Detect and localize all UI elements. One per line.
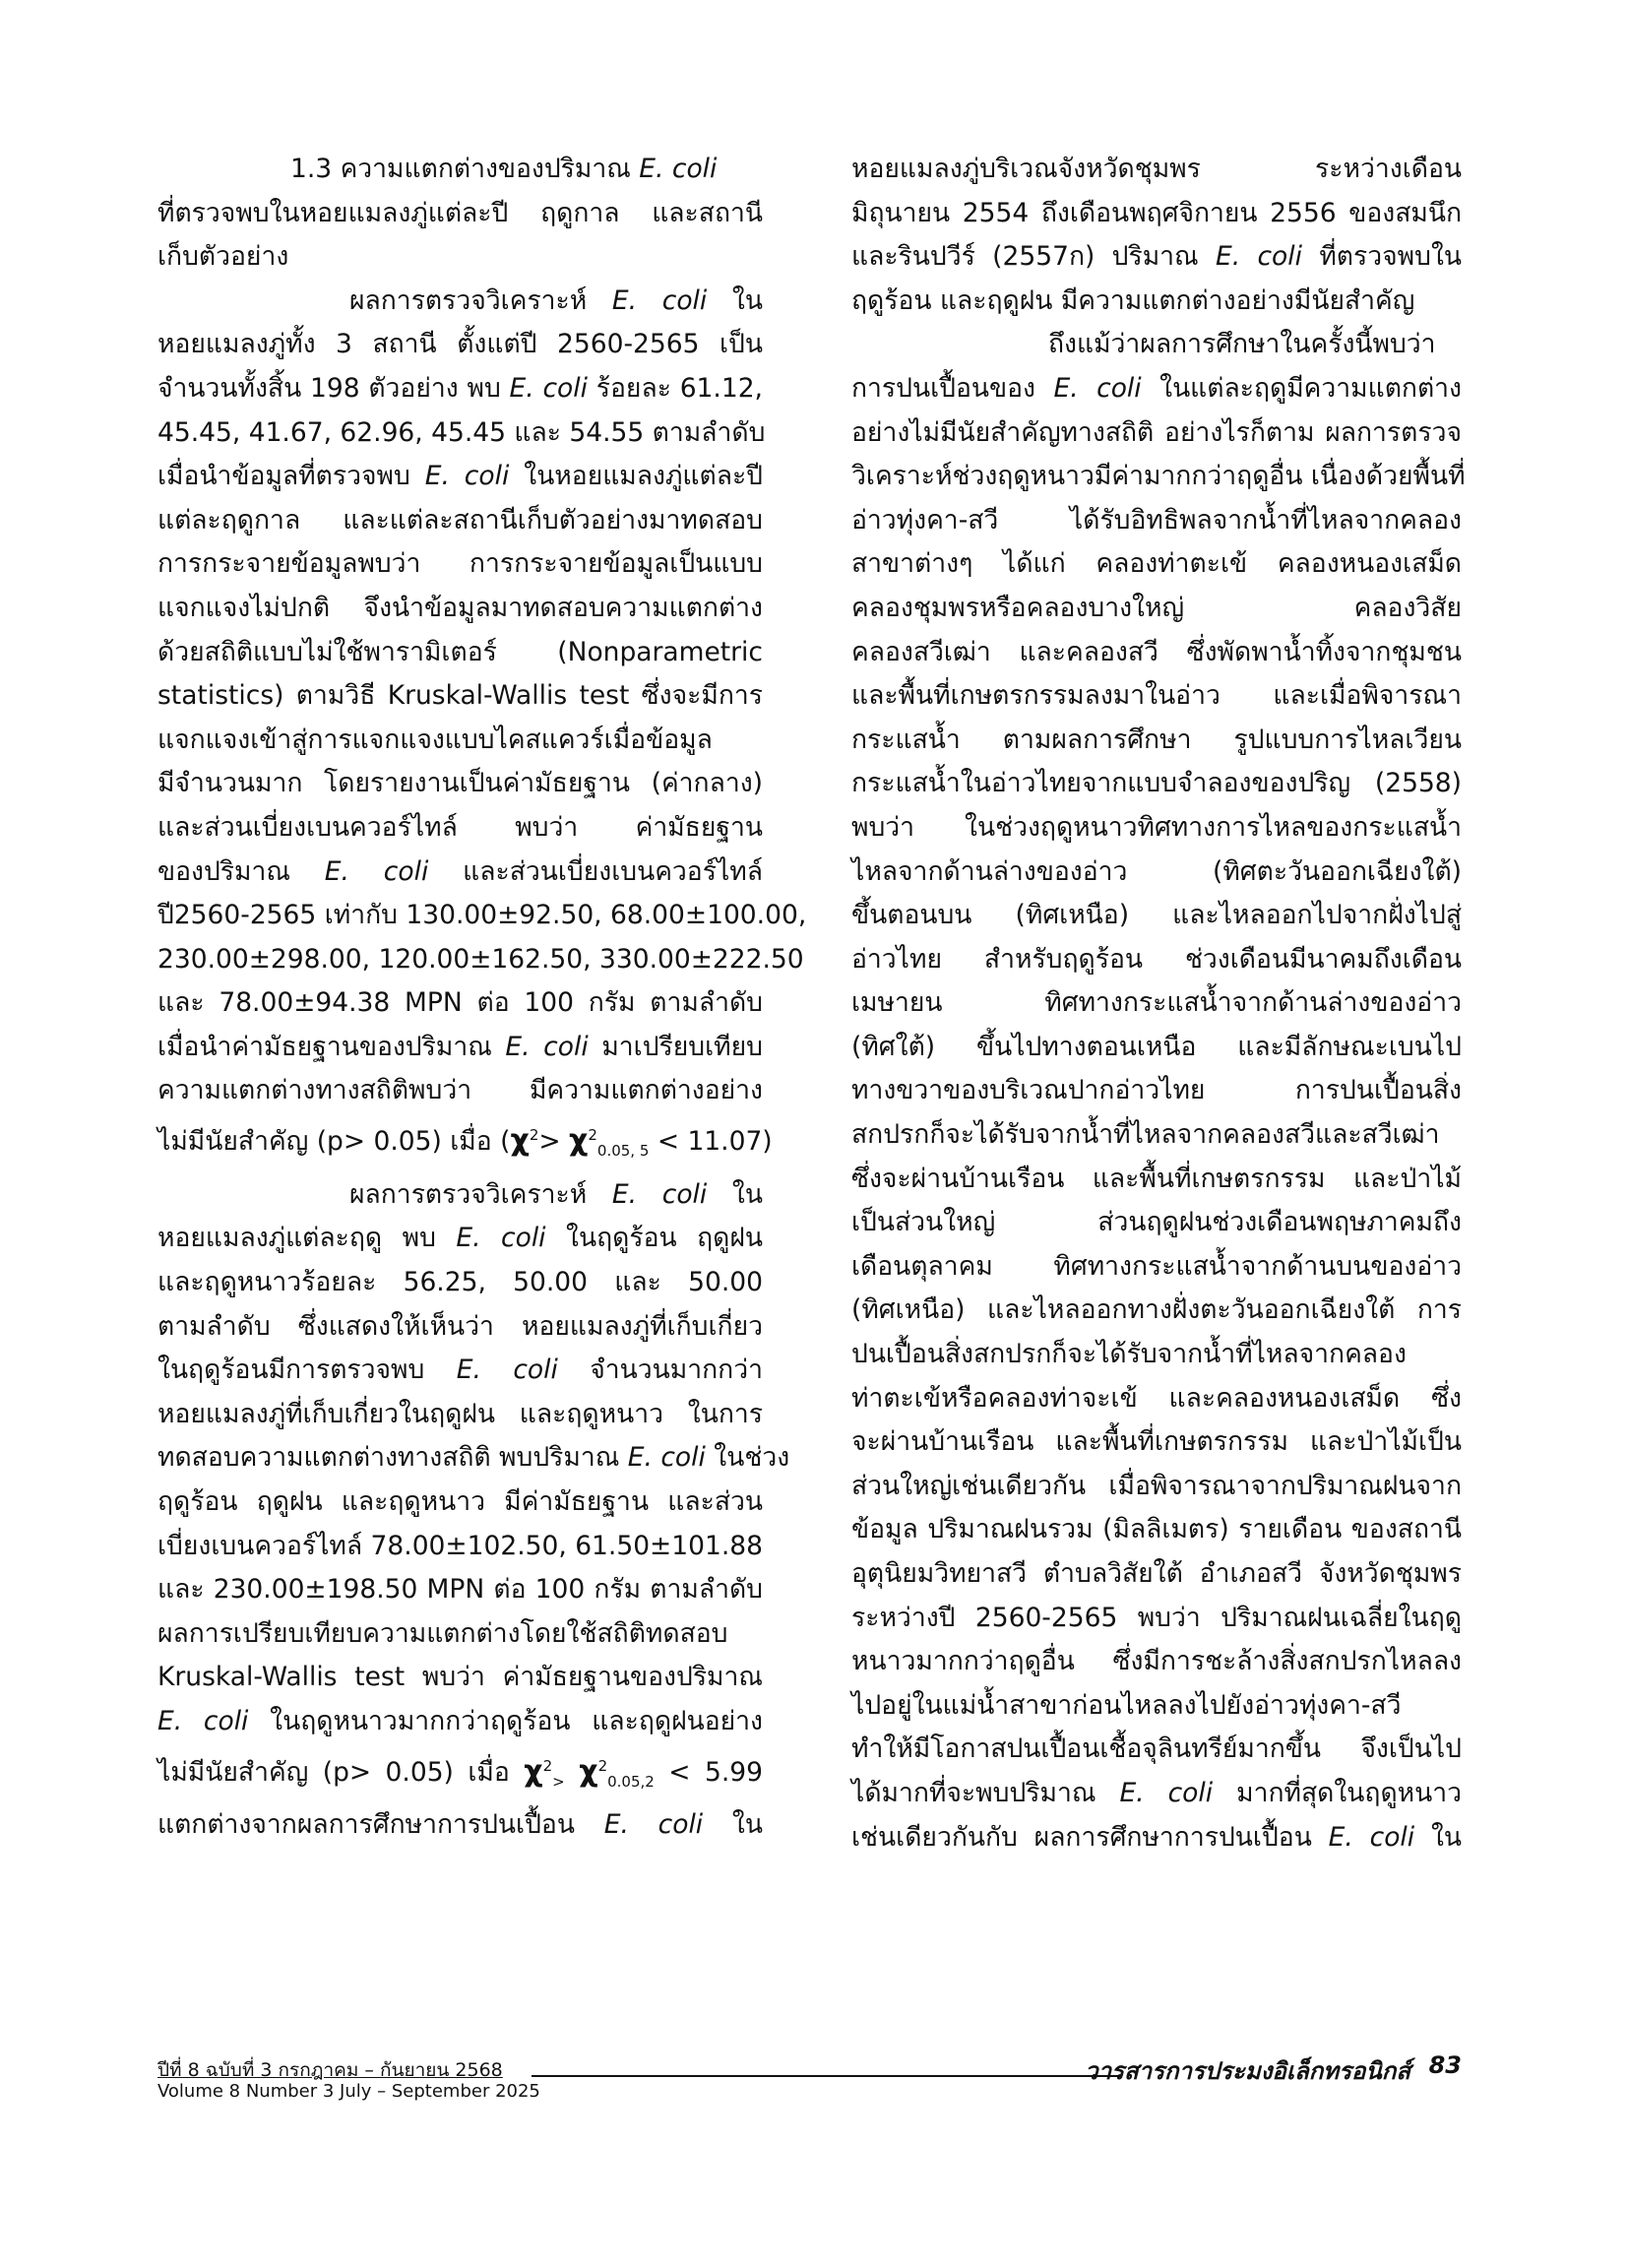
italic-term: E. coli	[509, 372, 588, 404]
text-line: คลองชุมพรหรือคลองบางใหญ่ คลองวิสัย	[851, 592, 1462, 623]
text-line: หอยแมลงภู่แต่ละฤดู พบ E. coli ในฤดูร้อน ฤดูฝน	[157, 1223, 763, 1254]
italic-term: E. coli	[1215, 241, 1302, 273]
italic-term: E. coli	[611, 284, 708, 316]
text-line: เมื่อนำข้อมูลที่ตรวจพบ E. coli ในหอยแมลงภู่แต่ละปี	[157, 461, 763, 492]
issue-english: Volume 8 Number 3 July – September 2025	[157, 2081, 540, 2102]
text-line: จะผ่านบ้านเรือน และพื้นที่เกษตรกรรม และป่าไม้เป็น	[851, 1426, 1462, 1458]
text-line: ไม่มีนัยสำคัญ (p> 0.05) เมื่อ $\chi^2_>$ $\chi^2_{0.05,2} < 5.99$	[157, 1753, 763, 1791]
text-line: แตกต่างจากผลการศึกษาการปนเปื้อน E. coli ใน	[157, 1809, 763, 1841]
text-line: ในฤดูร้อนมีการตรวจพบ E. coli จำนวนมากกว่า	[157, 1354, 763, 1386]
issue-thai: ปีที่ 8 ฉบับที่ 3 กรกฎาคม – กันยายน 2568	[157, 2059, 503, 2081]
text-line: ผลการตรวจวิเคราะห์ E. coli ใน	[349, 284, 763, 316]
text-line: หอยแมลงภู่ทั้ง 3 สถานี ตั้งแต่ปี 2560-2565 เป็น	[157, 329, 763, 360]
page-number: 83	[1428, 2051, 1462, 2079]
text-line: หอยแมลงภู่ที่เก็บเกี่ยวในฤดูฝน และฤดูหนาว ในการ	[157, 1398, 763, 1429]
text-line: เดือนตุลาคม ทิศทางกระแสน้ำจากด้านบนของอ่าว	[851, 1250, 1462, 1282]
text-line: ทางขวาของบริเวณปากอ่าวไทย การปนเปื้อนสิ่ง	[851, 1075, 1462, 1106]
text-line: ได้มากที่จะพบปริมาณ E. coli มากที่สุดในฤดูหนาว	[851, 1777, 1462, 1808]
text-line: และรินปวีร์ (2557ก) ปริมาณ E. coli ที่ตรวจพบใน	[851, 241, 1462, 273]
text-line: และ 230.00±198.50 MPN ต่อ 100 กรัม ตามลำดับ	[157, 1574, 763, 1606]
text-line: และพื้นที่เกษตรกรรมลงมาในอ่าว และเมื่อพิจารณา	[851, 680, 1462, 712]
math-script: 2	[597, 1756, 608, 1775]
text-line: ความแตกต่างทางสถิติพบว่า มีความแตกต่างอย่าง	[157, 1075, 763, 1106]
math-script: >	[552, 1772, 565, 1791]
italic-term: E. coli	[157, 1705, 249, 1736]
text-line: เป็นส่วนใหญ่ ส่วนฤดูฝนช่วงเดือนพฤษภาคมถึง	[851, 1207, 1462, 1238]
chi-symbol: χ	[524, 1753, 543, 1789]
italic-term: E. coli	[324, 855, 429, 887]
text-line: ทำให้มีโอกาสปนเปื้อนเชื้อจุลินทรีย์มากขึ้น จึงเป็นไป	[851, 1733, 1462, 1765]
text-line: 45.45, 41.67, 62.96, 45.45 และ 54.55 ตามลำดับ	[157, 416, 766, 448]
text-line: ฤดูร้อน ฤดูฝน และฤดูหนาว มีค่ามัธยฐาน และส่วน	[157, 1485, 763, 1517]
italic-term: E. coli	[639, 154, 718, 184]
text-line: (ทิศใต้) ขึ้นไปทางตอนเหนือ และมีลักษณะเบนไป	[851, 1031, 1462, 1062]
text-line: อย่างไม่มีนัยสำคัญทางสถิติ อย่างไรก็ตาม ผลการตรวจ	[851, 416, 1462, 448]
text-line: สาขาต่างๆ ได้แก่ คลองท่าตะเข้ คลองหนองเสม็ด	[851, 548, 1462, 580]
text-line: 230.00±298.00, 120.00±162.50, 330.00±222.50	[157, 943, 804, 975]
text-line: และ 78.00±94.38 MPN ต่อ 100 กรัม ตามลำดับ	[157, 987, 763, 1019]
text-line: สกปรกก็จะได้รับจากน้ำที่ไหลจากคลองสวีและสวีเฒ่า	[851, 1119, 1440, 1151]
text-line: ไหลจากด้านล่างของอ่าว (ทิศตะวันออกเฉียงใต้)	[851, 855, 1462, 887]
text-line: การกระจายข้อมูลพบว่า การกระจายข้อมูลเป็นแบบ	[157, 548, 763, 580]
text-line: และฤดูหนาวร้อยละ 56.25, 50.00 และ 50.00	[157, 1266, 763, 1297]
right-column	[851, 148, 1466, 1859]
text-line: ซึ่งจะผ่านบ้านเรือน และพื้นที่เกษตรกรรม และป่าไม้	[851, 1163, 1462, 1194]
text-line: พบว่า ในช่วงฤดูหนาวทิศทางการไหลของกระแสน้ำ	[851, 811, 1462, 843]
text-line: แจกแจงเข้าสู่การแจกแจงแบบไคสแควร์เมื่อข้อมูล	[157, 724, 713, 755]
text-line: ด้วยสถิติแบบไม่ใช้พารามิเตอร์ (Nonparametric	[157, 636, 763, 667]
text-line: เช่นเดียวกันกับ ผลการศึกษาการปนเปื้อน E. coli ใน	[851, 1821, 1463, 1853]
italic-term: E. coli	[627, 1442, 706, 1474]
italic-term: E. coli	[456, 1354, 558, 1386]
text-line: เก็บตัวอย่าง	[157, 241, 289, 273]
text-line: หนาวมากกว่าฤดูอื่น ซึ่งมีการชะล้างสิ่งสกปรกไหลลง	[851, 1646, 1462, 1677]
text-line: Kruskal-Wallis test พบว่า ค่ามัธยฐานของปริมาณ	[157, 1662, 763, 1693]
text-line: ถึงแม้ว่าผลการศึกษาในครั้งนี้พบว่า	[1048, 329, 1436, 360]
chi-symbol: χ	[579, 1753, 598, 1789]
text-line: อ่าวไทย สำหรับฤดูร้อน ช่วงเดือนมีนาคมถึงเดือน	[851, 943, 1462, 975]
italic-term: E. coli	[456, 1223, 546, 1254]
text-line: ของปริมาณ E. coli และส่วนเบี่ยงเบนควอร์ไทล์	[157, 855, 763, 887]
text-line: ขึ้นตอนบน (ทิศเหนือ) และไหลออกไปจากฝั่งไปสู่	[851, 900, 1462, 931]
text-line: ฤดูร้อน และฤดูฝน มีความแตกต่างอย่างมีนัยสำคัญ	[851, 284, 1415, 316]
page-footer	[157, 2051, 1462, 2114]
text-line: มิถุนายน 2554 ถึงเดือนพฤศจิกายน 2556 ของสมนึก	[851, 197, 1462, 228]
text-line: ผลการเปรียบเทียบความแตกต่างโดยใช้สถิติทดสอบ	[157, 1617, 728, 1649]
text-line: E. coli ในฤดูหนาวมากกว่าฤดูร้อน และฤดูฝนอย่าง	[157, 1705, 763, 1736]
text-line: กระแสน้ำในอ่าวไทยจากแบบจำลองของปริญ (2558)	[851, 768, 1462, 799]
footer-rule	[532, 2075, 1122, 2077]
text-line: ไม่มีนัยสำคัญ (p> 0.05) เมื่อ $(\chi^2> \chi^2_{0.05, 5} < 11.07)$	[157, 1122, 773, 1161]
text-line: เมษายน ทิศทางกระแสน้ำจากด้านล่างของอ่าว	[851, 987, 1462, 1019]
text-line: ตามลำดับ ซึ่งแสดงให้เห็นว่า หอยแมลงภู่ที่เก็บเกี่ยว	[157, 1310, 763, 1342]
text-line: statistics) ตามวิธี Kruskal-Wallis test ซึ่งจะมีการ	[157, 680, 763, 712]
text-line: ส่วนใหญ่เช่นเดียวกัน เมื่อพิจารณาจากปริมาณฝนจาก	[851, 1470, 1462, 1501]
chi-symbol: χ	[569, 1122, 589, 1158]
math-script: 2	[588, 1126, 597, 1145]
math-script: 2	[529, 1126, 539, 1145]
left-column	[157, 148, 807, 1848]
text-line: ผลการตรวจวิเคราะห์ E. coli ใน	[349, 1178, 763, 1210]
journal-name: วารสารการประมงอิเล็กทรอนิกส์	[1085, 2057, 1410, 2085]
math-script: 0.05,2	[607, 1772, 655, 1791]
text-line: อ่าวทุ่งคา-สวี ได้รับอิทธิพลจากน้ำที่ไหลจากคลอง	[851, 504, 1462, 536]
italic-term: E. coli	[1119, 1777, 1214, 1808]
text-line: แต่ละฤดูกาล และแต่ละสถานีเก็บตัวอย่างมาทดสอบ	[157, 504, 763, 536]
text-line: อุตุนิยมวิทยาสวี ตำบลวิสัยใต้ อำเภอสวี จังหวัดชุมพร	[851, 1558, 1462, 1589]
italic-term: E. coli	[611, 1178, 708, 1210]
text-line: วิเคราะห์ช่วงฤดูหนาวมีค่ามากกว่าฤดูอื่น เนื่องด้วยพื้นที่	[851, 461, 1466, 492]
italic-term: E. coli	[603, 1809, 704, 1841]
text-line: เบี่ยงเบนควอร์ไทล์ 78.00±102.50, 61.50±101.88	[157, 1530, 763, 1561]
text-line: คลองสวีเฒ่า และคลองสวี ซึ่งพัดพาน้ำทิ้งจากชุมชน	[851, 636, 1462, 667]
math-script: 2	[542, 1756, 553, 1775]
italic-term: E. coli	[1328, 1821, 1415, 1853]
text-line: (ทิศเหนือ) และไหลออกทางฝั่งตะวันออกเฉียงใต้ การ	[851, 1294, 1462, 1326]
chi-symbol: χ	[510, 1122, 530, 1158]
italic-term: E. coli	[505, 1031, 589, 1062]
text-line: ไปอยู่ในแม่น้ำสาขาก่อนไหลลงไปยังอ่าวทุ่งคา-สวี	[851, 1689, 1402, 1721]
text-line: ปนเปื้อนสิ่งสกปรกก็จะได้รับจากน้ำที่ไหลจากคลอง	[851, 1339, 1407, 1370]
text-line: แจกแจงไม่ปกติ จึงนำข้อมูลมาทดสอบความแตกต่าง	[157, 592, 763, 623]
text-line: ทดสอบความแตกต่างทางสถิติ พบปริมาณ E. coli ในช่วง	[157, 1442, 790, 1474]
text-line: ท่าตะเข้หรือคลองท่าจะเข้ และคลองหนองเสม็ด ซึ่ง	[851, 1382, 1462, 1414]
text-line: ปี2560-2565 เท่ากับ 130.00±92.50, 68.00±100.00,	[157, 900, 807, 931]
text-line: เมื่อนำค่ามัธยฐานของปริมาณ E. coli มาเปรียบเทียบ	[157, 1031, 763, 1062]
text-line: ระหว่างปี 2560-2565 พบว่า ปริมาณฝนเฉลี่ยในฤดู	[851, 1602, 1462, 1633]
text-line: 1.3 ความแตกต่างของปริมาณ E. coli	[290, 154, 718, 184]
text-line: มีจำนวนมาก โดยรายงานเป็นค่ามัธยฐาน (ค่ากลาง)	[157, 768, 763, 799]
math-script: 0.05, 5	[596, 1142, 650, 1161]
text-line: ที่ตรวจพบในหอยแมลงภู่แต่ละปี ฤดูกาล และสถานี	[157, 197, 763, 228]
text-line: และส่วนเบี่ยงเบนควอร์ไทล์ พบว่า ค่ามัธยฐาน	[157, 811, 763, 843]
text-line: การปนเปื้อนของ E. coli ในแต่ละฤดูมีความแตกต่าง	[851, 372, 1462, 404]
text-line: จำนวนทั้งสิ้น 198 ตัวอย่าง พบ E. coli ร้อยละ 61.12,	[157, 372, 763, 404]
italic-term: E. coli	[424, 461, 510, 492]
text-line: ข้อมูล ปริมาณฝนรวม (มิลลิเมตร) รายเดือน ของสถานี	[851, 1514, 1462, 1545]
italic-term: E. coli	[1053, 372, 1142, 404]
text-line: กระแสน้ำ ตามผลการศึกษา รูปแบบการไหลเวียน	[851, 724, 1462, 755]
text-line: หอยแมลงภู่บริเวณจังหวัดชุมพร ระหว่างเดือน	[851, 154, 1462, 184]
